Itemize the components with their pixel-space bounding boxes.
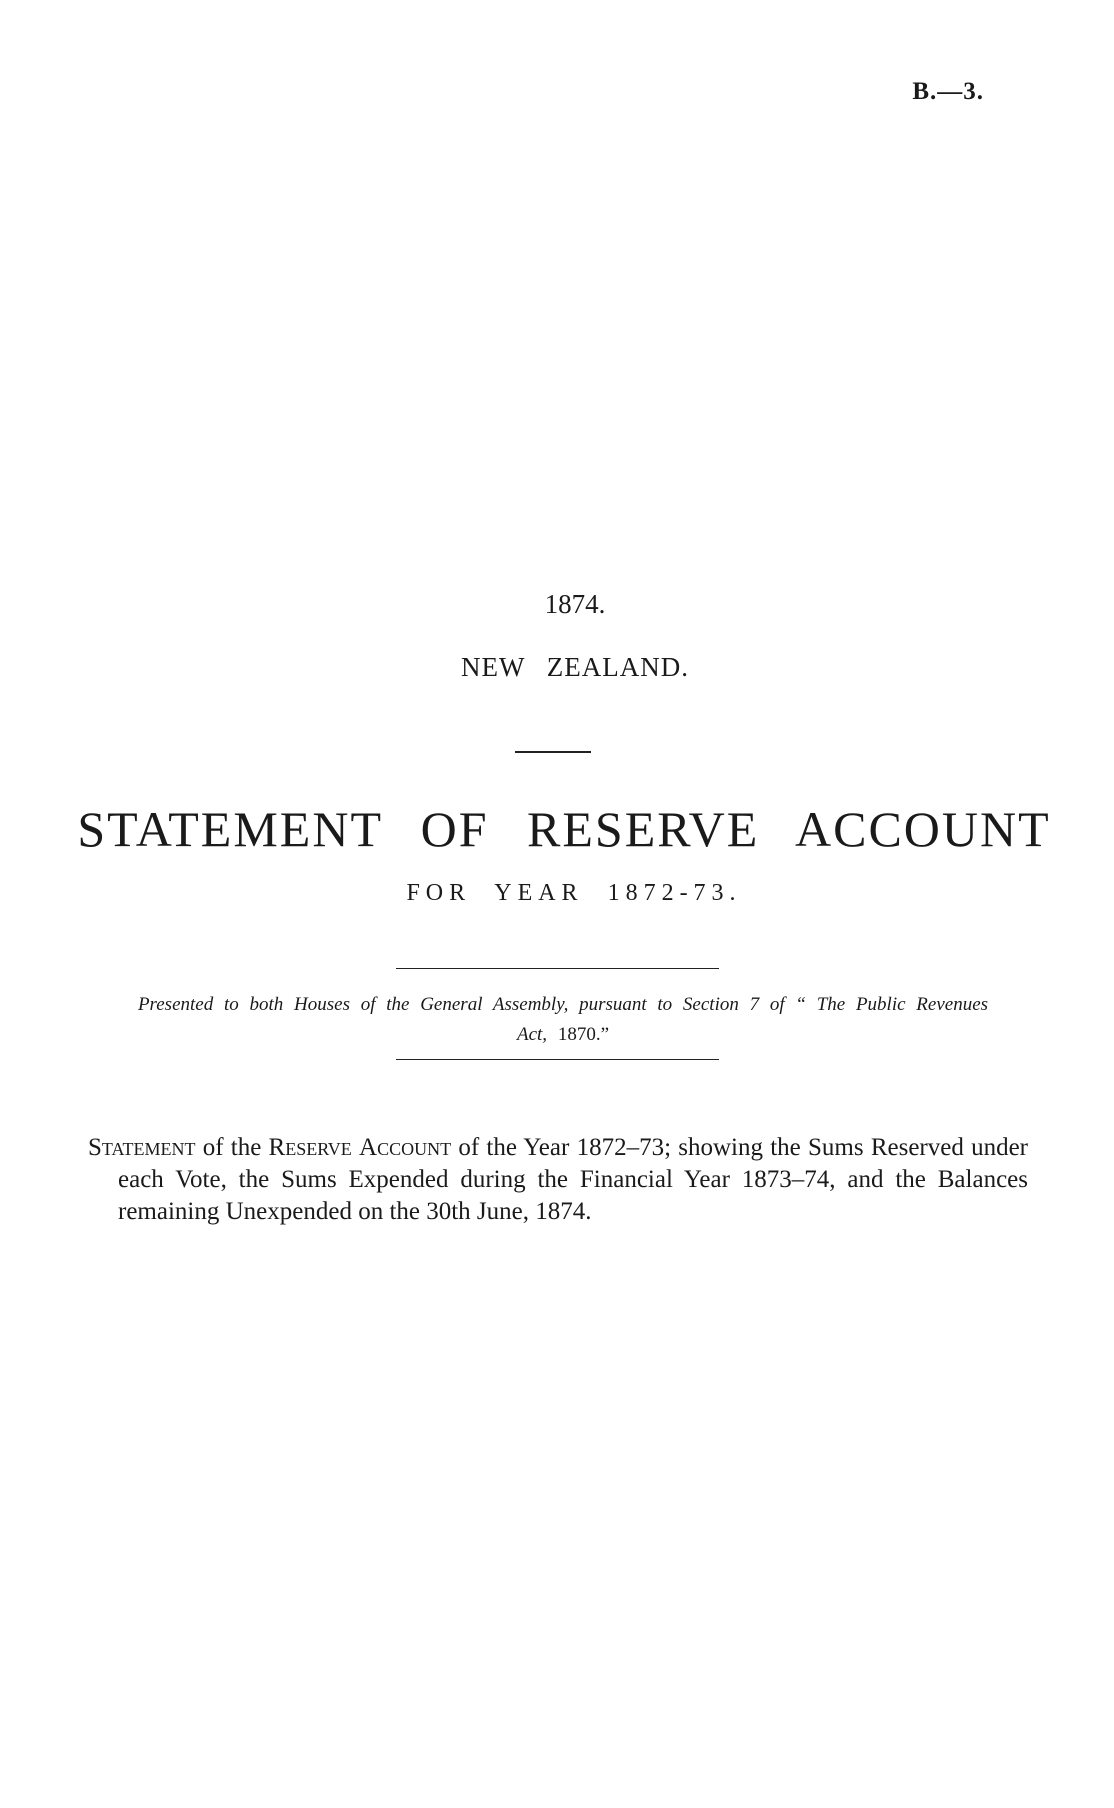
statement-paragraph: [88, 1132, 1028, 1228]
presentation-note: [128, 990, 998, 1050]
document-year: 1874.: [544, 589, 606, 619]
divider-bottom: [396, 1059, 719, 1060]
statement-word-3: Account: [359, 1134, 452, 1161]
divider-short: [515, 751, 591, 753]
page-subtitle: FOR YEAR 1872-73.: [406, 880, 742, 906]
statement-word-1: Statement: [88, 1134, 196, 1161]
country-heading: NEW ZEALAND.: [461, 652, 689, 682]
divider-top: [396, 968, 719, 969]
page-title: STATEMENT OF RESERVE ACCOUNT: [77, 801, 1051, 857]
statement-word-2: Reserve: [268, 1134, 352, 1161]
presentation-year: 1870.”: [557, 1024, 609, 1045]
paper-reference: B.—3.: [912, 78, 984, 105]
statement-text-3: of the Year 1872–73; showing the Sums Reserved under each Vote, the Sums Expended during the Financial Year 1873–74, and the Balances remaining Unexpended on the 30th June, 1874.: [118, 1134, 1029, 1225]
statement-text-2: [352, 1134, 359, 1161]
statement-text-1: of the: [195, 1134, 269, 1161]
presentation-text: Presented to both Houses of the General Assembly, pursuant to Section 7 of “ The Public Revenues Act,: [137, 994, 989, 1045]
